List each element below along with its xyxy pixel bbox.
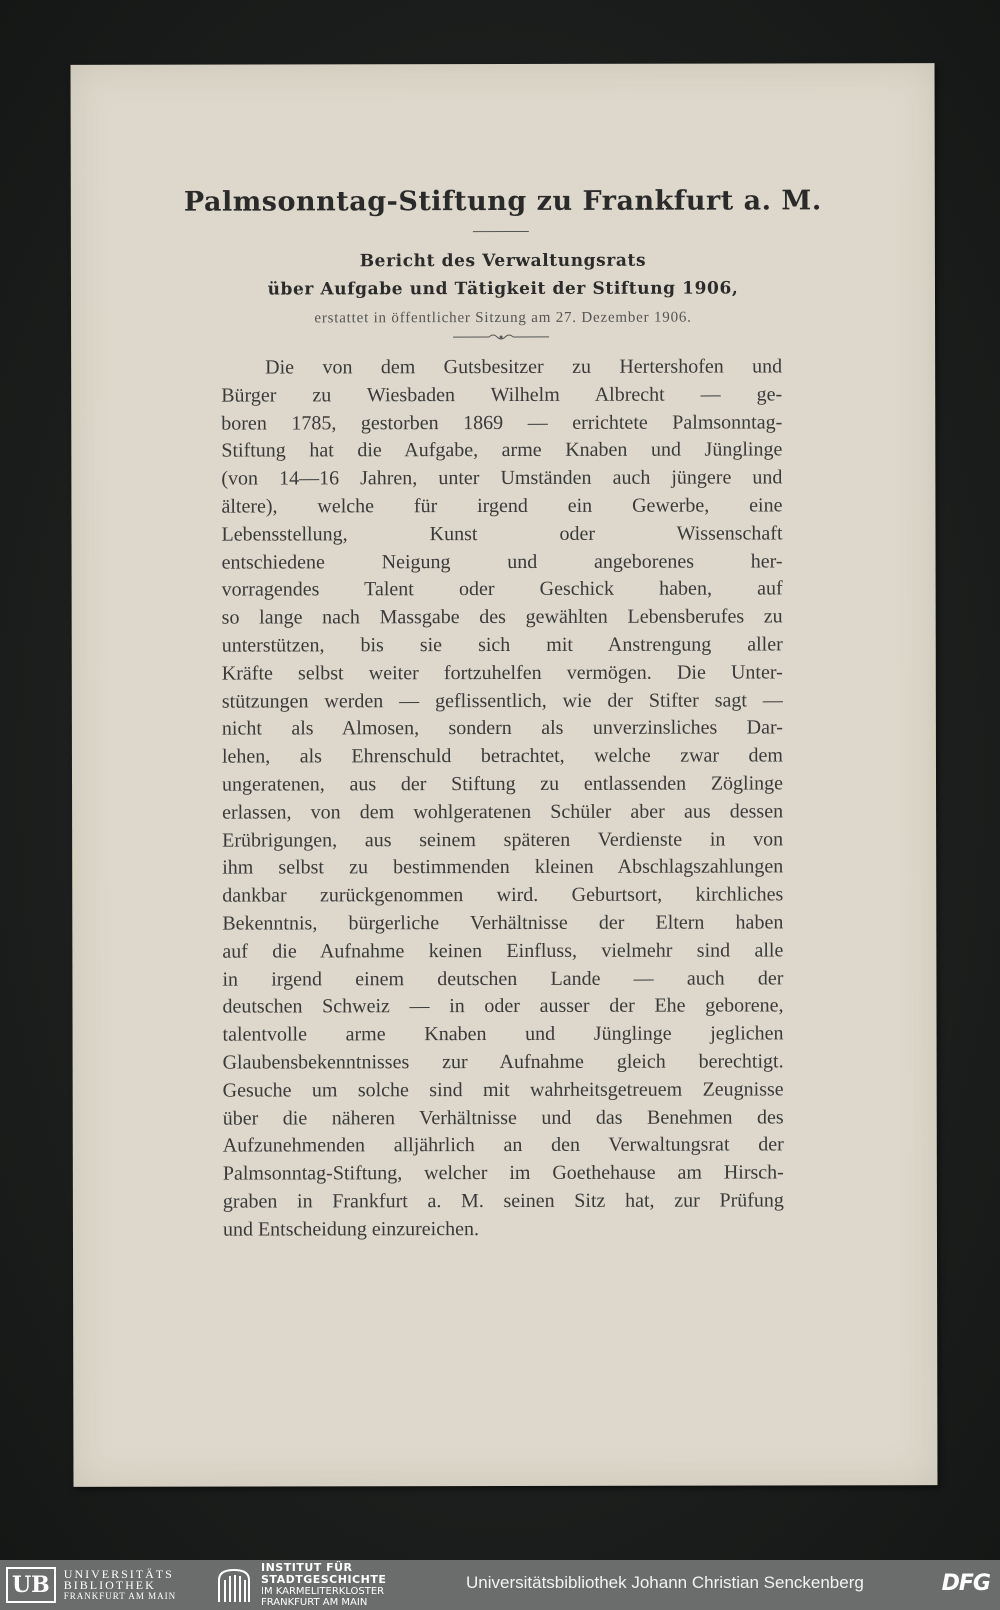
report-heading: Bericht des Verwaltungsrats bbox=[359, 250, 647, 272]
ifs-arch-icon bbox=[215, 1566, 253, 1604]
ub-line-1: UNIVERSITÄTS bbox=[63, 1566, 174, 1581]
body-line: lehen, als Ehrenschuld betrachtet, welche zwar dem bbox=[221, 744, 783, 768]
body-line: dankbar zurückgenommen wird. Geburtsort, kirchliches bbox=[222, 883, 784, 907]
body-line: Palmsonntag-Stiftung, welcher im Goethehause am Hirsch- bbox=[222, 1161, 784, 1185]
body-line: Bürger zu Wiesbaden Wilhelm Albrecht — ge- bbox=[221, 383, 783, 407]
ifs-line-3: IM KARMELITERKLOSTER bbox=[261, 1586, 385, 1597]
body-line: unterstützen, bis sie sich mit Anstrengung aller bbox=[221, 633, 783, 657]
footer-bar bbox=[0, 1560, 1000, 1610]
ifs-line-1: INSTITUT FÜR bbox=[261, 1561, 353, 1574]
library-name-link[interactable]: Universitätsbibliothek Johann Christian Senckenberg bbox=[466, 1573, 864, 1592]
body-line: deutschen Schweiz — in oder ausser der Ehe geborene, bbox=[222, 994, 784, 1018]
body-line: Lebensstellung, Kunst oder Wissenschaft bbox=[221, 522, 783, 546]
body-line: erlassen, von dem wohlgeratenen Schüler aber aus dessen bbox=[222, 800, 784, 824]
body-line: boren 1785, gestorben 1869 — errichtete Palmsonntag- bbox=[221, 411, 783, 435]
document-title: Palmsonntag-Stiftung zu Frankfurt a. M. bbox=[183, 185, 822, 218]
body-line: talentvolle arme Knaben und Jünglinge jeglichen bbox=[222, 1022, 784, 1046]
ub-line-3: FRANKFURT AM MAIN bbox=[63, 1590, 177, 1601]
body-line: nicht als Almosen, sondern als unverzinsliches Dar- bbox=[221, 716, 783, 740]
body-line: ältere), welche für irgend ein Gewerbe, eine bbox=[221, 494, 783, 518]
ub-logo[interactable] bbox=[6, 1566, 176, 1604]
document-page bbox=[71, 63, 938, 1487]
body-line: Aufzunehmenden alljährlich an den Verwaltungsrat der bbox=[222, 1133, 784, 1157]
ifs-logo-text bbox=[261, 1562, 386, 1608]
body-line: über die näheren Verhältnisse und das Benehmen des bbox=[222, 1105, 784, 1130]
title-divider bbox=[473, 231, 529, 232]
body-paragraph bbox=[221, 353, 784, 1244]
body-line: Kräfte selbst weiter fortzuhelfen vermögen. Die Unter- bbox=[221, 661, 783, 685]
body-line: Glaubensbekenntnisses zur Aufnahme gleich berechtigt. bbox=[222, 1050, 784, 1074]
body-line: und Entscheidung einzureichen. bbox=[222, 1217, 480, 1241]
report-subheading: über Aufgabe und Tätigkeit der Stiftung 1906, bbox=[267, 278, 739, 300]
body-line: Stiftung hat die Aufgabe, arme Knaben und Jünglinge bbox=[221, 438, 783, 462]
body-line: Gesuche um solche sind mit wahrheitsgetreuem Zeugnisse bbox=[222, 1078, 784, 1102]
body-line: graben in Frankfurt a. M. seinen Sitz hat, zur Prüfung bbox=[222, 1189, 784, 1213]
body-line: ungeratenen, aus der Stiftung zu entlassenden Zöglinge bbox=[221, 772, 784, 796]
ub-logo-text bbox=[63, 1566, 177, 1602]
ub-logo-mark: UB bbox=[6, 1567, 56, 1603]
body-line: Die von dem Gutsbesitzer zu Hertershofen und bbox=[265, 355, 783, 379]
ornament-divider bbox=[451, 332, 551, 342]
ub-line-2: BIBLIOTHEK bbox=[63, 1577, 156, 1592]
body-line: entschiedene Neigung und angeborenes her- bbox=[221, 549, 783, 574]
body-line: ihm selbst zu bestimmenden kleinen Abschlagszahlungen bbox=[222, 855, 784, 879]
ifs-line-2: STADTGESCHICHTE bbox=[261, 1573, 387, 1586]
dfg-logo[interactable]: DFG bbox=[941, 1571, 990, 1596]
ifs-line-4: FRANKFURT AM MAIN bbox=[261, 1597, 368, 1608]
ifs-logo[interactable] bbox=[215, 1561, 387, 1608]
report-date-line: erstattet in öffentlicher Sitzung am 27. Dezember 1906. bbox=[314, 309, 692, 327]
body-line: stützungen werden — geflissentlich, wie der Stifter sagt — bbox=[221, 688, 783, 713]
body-line: Bekenntnis, bürgerliche Verhältnisse der Eltern haben bbox=[222, 911, 784, 935]
body-line: Erübrigungen, aus seinem späteren Verdienste in von bbox=[222, 827, 784, 852]
body-line: (von 14—16 Jahren, unter Umständen auch jüngere und bbox=[221, 466, 783, 490]
body-line: auf die Aufnahme keinen Einfluss, vielmehr sind alle bbox=[222, 939, 784, 963]
body-line: so lange nach Massgabe des gewählten Lebensberufes zu bbox=[221, 605, 783, 629]
body-line: in irgend einem deutschen Lande — auch der bbox=[222, 966, 784, 991]
body-line: vorragendes Talent oder Geschick haben, auf bbox=[221, 577, 783, 601]
